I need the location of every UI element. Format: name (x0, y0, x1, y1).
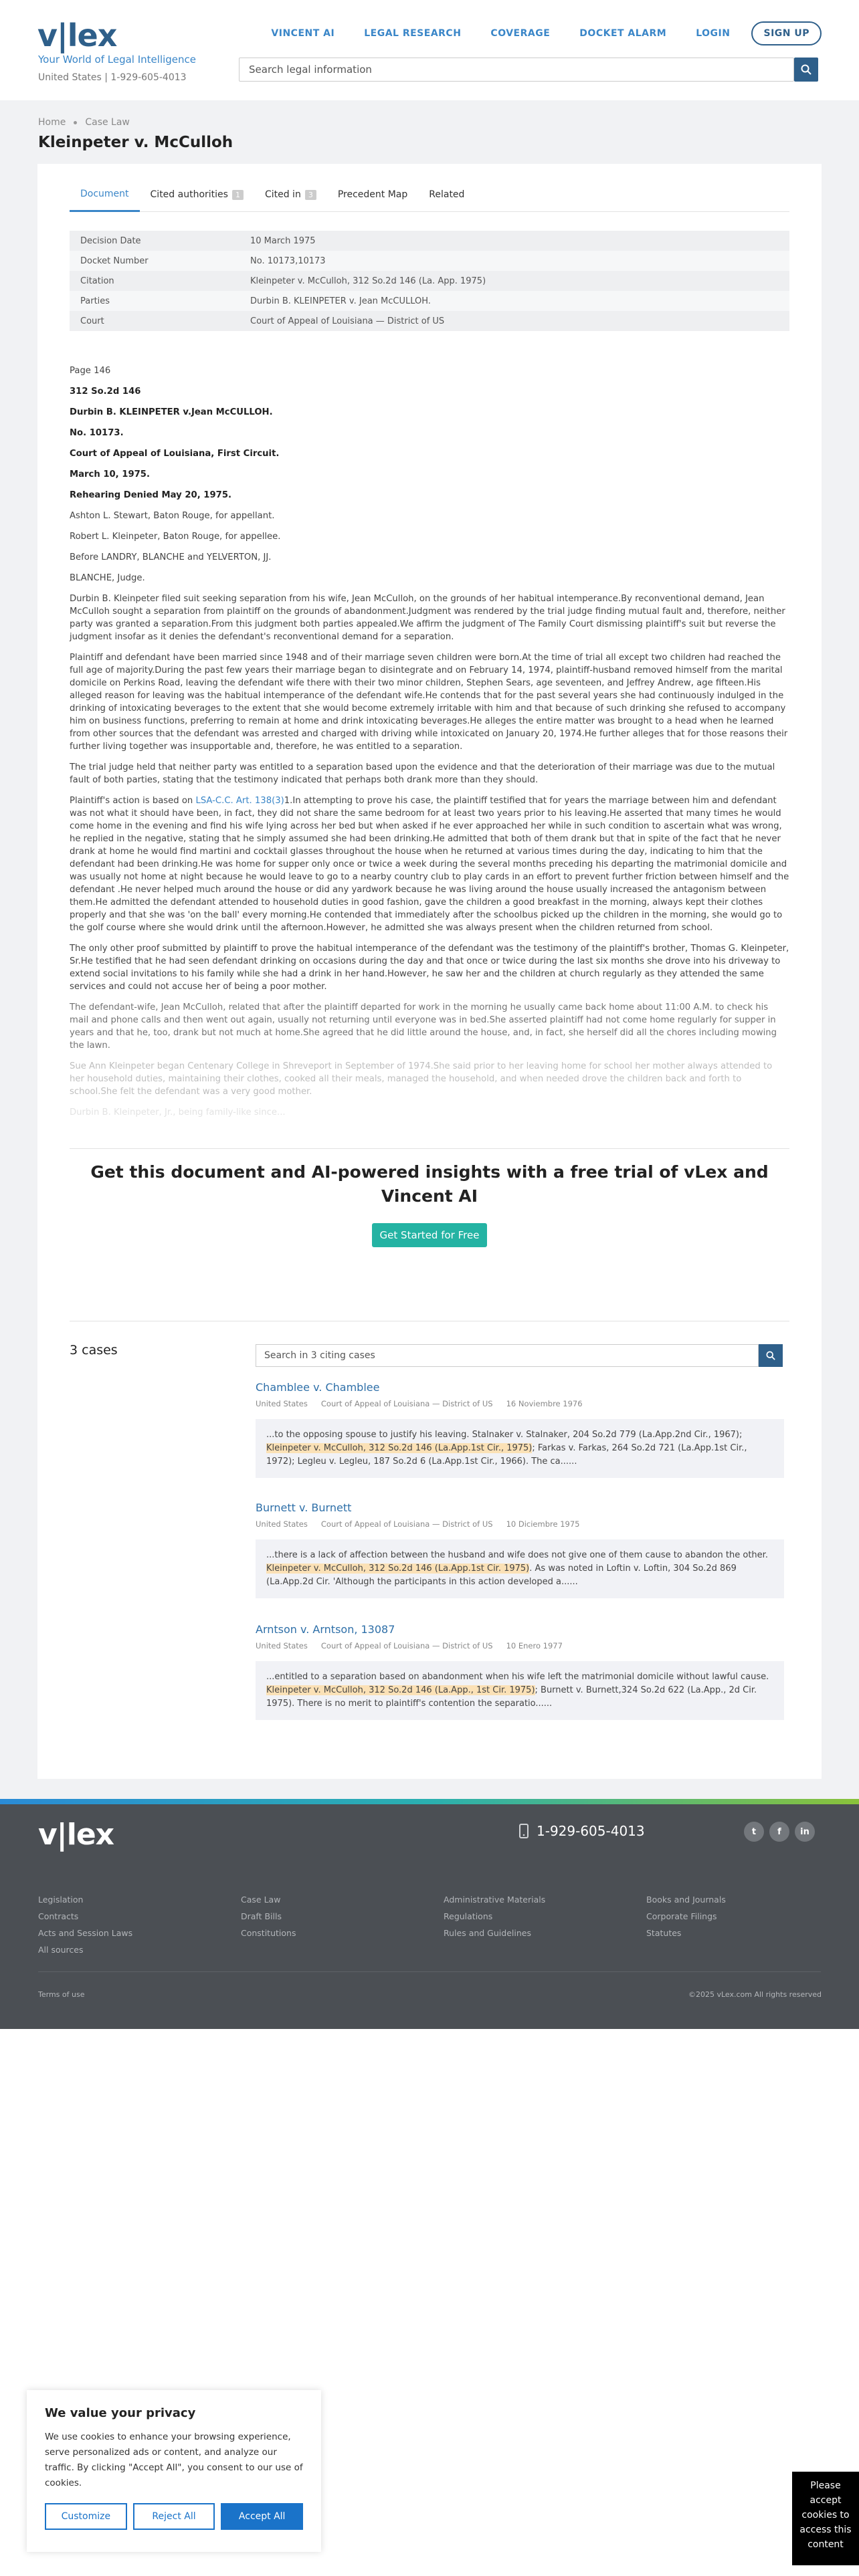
paragraph: The trial judge held that neither party was entitled to a separation based upon the evidence and that the deterioration of their marriage was due to the mutual fault of both parties, stating that the testimony indicated that perhaps both drank more than they should. (70, 762, 775, 785)
case-title-link[interactable]: Chamblee v. Chamblee (256, 1381, 380, 1394)
nav-vincent-ai[interactable]: VINCENT AI (271, 28, 335, 39)
page-title: Kleinpeter v. McCulloh (38, 134, 233, 151)
cookie-title: We value your privacy (45, 2406, 196, 2420)
footer-link[interactable]: Constitutions (241, 1928, 296, 1938)
breadcrumb (38, 117, 130, 128)
site-header (0, 0, 859, 100)
highlight: Kleinpeter v. McCulloh, 312 So.2d 146 (La.App.1st Cir. 1975) (266, 1564, 530, 1574)
phone-icon (519, 1824, 529, 1838)
reject-all-button[interactable]: Reject All (133, 2503, 215, 2530)
breadcrumb-home[interactable]: Home (38, 117, 66, 128)
cookie-text: We use cookies to enhance your browsing experience, serve personalized ads or content, and analyze our traffic. By clicking "Accept All", you consent to our use of cookies. (45, 2432, 303, 2488)
citing-cases-search-input[interactable]: Search in 3 citing cases (256, 1344, 759, 1367)
paragraph: The defendant-wife, Jean McCulloh, related that after the plaintiff departed for work in the morning he usually came back home about 11:00 A.M. to check his mail and phone calls and then went out again, usually not returning until everyone was in bed.She asserted plaintiff had not come home regularly for supper in years and that he, too, drank but not much at home.She agreed that he did little around the house, and, in fact, she herself did all the chores including mowing the lawn. (70, 1002, 777, 1051)
search-icon (766, 1351, 775, 1360)
meta-row: Decision Date 10 March 1975 (70, 231, 789, 251)
footer-link[interactable]: Corporate Filings (646, 1911, 717, 1921)
case-title-link[interactable]: Burnett v. Burnett (256, 1501, 352, 1514)
citing-case (256, 1623, 784, 1720)
citing-case (256, 1501, 784, 1598)
document-body (70, 364, 789, 1127)
count-badge: 1 (232, 190, 244, 200)
counsel-appellant: Ashton L. Stewart, Baton Rouge, for appellant. (70, 511, 275, 521)
paragraph: Sue Ann Kleinpeter began Centenary College in Shreveport in September of 1974.She said prior to her leaving home for school her mother always attended to her household duties, maintaining their clothes, cooked all their meals, managed the household, and when needed drove the children back and forth to school.She felt the defendant was a very good mother. (70, 1061, 773, 1097)
nav-docket-alarm[interactable]: DOCKET ALARM (579, 28, 667, 39)
footer-link[interactable]: Administrative Materials (444, 1895, 546, 1905)
footer-link[interactable]: Draft Bills (241, 1911, 282, 1921)
footer-logo[interactable]: v|lex (38, 1818, 114, 1852)
site-footer (0, 1804, 859, 2029)
footer-link[interactable]: Legislation (38, 1895, 84, 1905)
metadata-table (70, 231, 789, 331)
copyright: ©2025 vLex.com All rights reserved (688, 1990, 822, 1999)
footer-phone[interactable]: 1-929-605-4013 (519, 1823, 645, 1839)
footer-link[interactable]: Case Law (241, 1895, 281, 1905)
document-card (37, 164, 822, 1779)
count-badge: 3 (305, 190, 316, 200)
breadcrumb-separator (74, 121, 77, 124)
vlex-logo[interactable]: v|lex (37, 17, 117, 53)
meta-row: Court Court of Appeal of Louisiana — District of US (70, 311, 789, 331)
footer-link[interactable]: Regulations (444, 1911, 493, 1921)
signup-button[interactable]: SIGN UP (751, 21, 822, 45)
footer-link[interactable]: Statutes (646, 1928, 682, 1938)
case-excerpt: ...to the opposing spouse to justify his leaving. Stalnaker v. Stalnaker, 204 So.2d 779 (La.App.2nd Cir., 1967); Kleinpeter v. McCulloh, 312 So.2d 146 (La.App.1st Cir., 1975); Farkas v. Farkas, 264 So.2d 721 (La.App.1st Cir., 1972); Legleu v. Legleu, 187 So.2d 6 (La.App.1st Cir., 1966). The ca...... (256, 1419, 784, 1478)
paragraph: Durbin B. Kleinpeter, Jr., being family-like since... (70, 1107, 286, 1117)
nav-legal-research[interactable]: LEGAL RESEARCH (364, 28, 462, 39)
case-meta: United States Court of Appeal of Louisiana — District of US 16 Noviembre 1976 (256, 1399, 583, 1408)
linkedin-icon[interactable]: in (795, 1822, 815, 1842)
citing-cases-search-button[interactable] (759, 1344, 783, 1367)
doc-citation: 312 So.2d 146 (70, 387, 141, 397)
cookie-buttons (45, 2503, 303, 2530)
tab-precedent-map[interactable]: Precedent Map (337, 189, 408, 200)
footer-col (241, 1891, 296, 1941)
page-number: Page 146 (70, 366, 111, 376)
contact-info: United States | 1-929-605-4013 (38, 72, 187, 83)
footer-link[interactable]: Contracts (38, 1911, 79, 1921)
case-excerpt: ...entitled to a separation based on abandonment when his wife left the matrimonial domicile without lawful cause. Kleinpeter v. McCulloh, 312 So.2d 146 (La.App., 1st Cir. 1975); Burnett v. Burnett,324 So.2d 622 (La.App., 2d Cir. 1975). There is no merit to plaintiff's contention the separatio...... (256, 1661, 784, 1720)
search-input[interactable]: Search legal information (239, 58, 794, 82)
top-nav (242, 21, 822, 45)
tagline: Your World of Legal Intelligence (38, 53, 197, 66)
nav-coverage[interactable]: COVERAGE (490, 28, 551, 39)
tab-cited-authorities[interactable]: Cited authorities 1 (140, 177, 254, 212)
meta-row: Docket Number No. 10173,10173 (70, 251, 789, 271)
tab-document[interactable]: Document (70, 177, 140, 212)
search-button[interactable] (794, 58, 818, 82)
get-started-button[interactable]: Get Started for Free (372, 1223, 488, 1247)
search-icon (801, 64, 812, 75)
doc-date: March 10, 1975. (70, 469, 150, 479)
meta-row: Citation Kleinpeter v. McCulloh, 312 So.2d 146 (La. App. 1975) (70, 271, 789, 291)
highlight: Kleinpeter v. McCulloh, 312 So.2d 146 (La.App.1st Cir., 1975) (266, 1443, 533, 1453)
citing-case (256, 1381, 784, 1478)
case-meta: United States Court of Appeal of Louisiana — District of US 10 Enero 1977 (256, 1641, 563, 1650)
cookie-notice: Please accept cookies to access this content (792, 2472, 859, 2565)
cases-count: 3 cases (70, 1343, 118, 1358)
tab-related[interactable]: Related (429, 189, 465, 200)
paragraph: The only other proof submitted by plaintiff to prove the habitual intemperance of the defendant was the testimony of the plaintiff's brother, Thomas G. Kleinpeter, Sr.He testified that he had seen defendant drinking on occasions during the day and that once or twice during the last six months she drove into his driveway to extend social invitations to his family while she had a drink in her hand.However, he saw her and the children at church regularly as they attended the same services and could not accuse her of being a poor mother. (70, 944, 789, 992)
counsel-appellee: Robert L. Kleinpeter, Baton Rouge, for appellee. (70, 532, 281, 542)
doc-parties: Durbin B. KLEINPETER v.Jean McCULLOH. (70, 407, 273, 417)
facebook-icon[interactable]: f (769, 1822, 789, 1842)
footer-link[interactable]: All sources (38, 1945, 84, 1955)
case-excerpt: ...there is a lack of affection between the husband and wife does not give one of them cause to abandon the other. Kleinpeter v. McCulloh, 312 So.2d 146 (La.App.1st Cir. 1975). As was noted in Loftin v. Loftin, 304 So.2d 869 (La.App.2d Cir. 'Although the participants in this action developed a...... (256, 1539, 784, 1598)
accept-all-button[interactable]: Accept All (221, 2503, 303, 2530)
social-links (744, 1822, 815, 1842)
footer-link[interactable]: Acts and Session Laws (38, 1928, 133, 1938)
paragraph: Plaintiff's action is based on LSA-C.C. Art. 138(3)1.In attempting to prove his case, the plaintiff testified that for years the marriage between him and defendant was not what it should have been, in fact, they did not share the same bedroom for at least two years prior to his leaving.He asserted that many times he would come home in the evening and find his wife lying across her bed but when asked if he ever approached her while in such condition to ascertain what was wrong, he replied in the negative, stating that he simply assumed she had been drinking.He admitted that both of them drank but that in spite of the fact that he never drank at home he would find martini and cocktail glasses throughout the house when he returned at various times during the day, indicating to him that the defendant had been drinking.He was home for supper only once or twice a week during the several months preceding his departing the matrimonial domicile and was usually not home at night because he would leave to go to a nearby country club to play cards in an effort to prevent further friction between himself and the defendant .He never helped much around the house or did any yardwork because he was living around the house usually increased the antagonism between them.He admitted the defendant attended to household duties in good fashion, gave the children a good breakfast in the morning, always kept their clothes properly and that she was 'on the ball' every morning.He contended that immediately after the schoolbus picked up the children in the morning, she would go to the golf course where she would drink until the afternoon.However, he admitted she was always present when the children returned from school. (70, 796, 789, 933)
judge: BLANCHE, Judge. (70, 573, 145, 583)
case-meta: United States Court of Appeal of Louisiana — District of US 10 Diciembre 1975 (256, 1519, 580, 1529)
footer-col (444, 1891, 545, 1941)
meta-row: Parties Durbin B. KLEINPETER v. Jean McCULLOH. (70, 291, 789, 311)
footer-link[interactable]: Books and Journals (646, 1895, 726, 1905)
cookie-banner (27, 2390, 321, 2552)
document-tabs (70, 177, 789, 212)
cta-title: Get this document and AI-powered insights with a free trial of vLex and Vincent AI (90, 1162, 769, 1206)
footer-link[interactable]: Rules and Guidelines (444, 1928, 531, 1938)
statute-link[interactable]: LSA-C.C. Art. 138(3) (195, 796, 284, 806)
doc-rehearing: Rehearing Denied May 20, 1975. (70, 490, 232, 500)
panel: Before LANDRY, BLANCHE and YELVERTON, JJ. (70, 552, 272, 562)
color-strip (0, 1799, 859, 1804)
twitter-icon[interactable]: t (744, 1822, 764, 1842)
highlight: Kleinpeter v. McCulloh, 312 So.2d 146 (La.App., 1st Cir. 1975) (266, 1685, 535, 1695)
footer-col (38, 1891, 132, 1958)
terms-link[interactable]: Terms of use (38, 1990, 85, 1999)
breadcrumb-case-law[interactable]: Case Law (85, 117, 130, 128)
tab-cited-in[interactable]: Cited in 3 (254, 177, 327, 212)
footer-divider (38, 1971, 821, 1972)
paragraph: Plaintiff and defendant have been married since 1948 and of their marriage seven children were born.At the time of trial all except two children had reached the full age of majority.During the past few years their marriage began to disintegrate and on February 14, 1974, plaintiff-husband removed himself from the marital domicile on Perkins Road, leaving the defendant wife there with their two minor children, Stephen Sears, age seventeen, and Jeffrey Andrew, age fifteen.His alleged reason for leaving was the habitual intemperance of the defendant wife.He contends that for the past several years she had continuously indulged in the drinking of intoxicating beverages to the extent that she would become extremely irritable with him and that because of such drinking she refused to accompany him on business functions, preferring to remain at home and drink intoxicating beverages.He alleges the entire matter was brought to a head when he learned from other sources that the defendant was arrested and charged with driving while intoxicated on January 20, 1974.He further alleges that for those reasons their further living together was insupportable and, therefore, he was entitled to a separation. (70, 653, 788, 752)
divider (70, 1148, 789, 1149)
case-title-link[interactable]: Arntson v. Arntson, 13087 (256, 1623, 395, 1636)
doc-court: Court of Appeal of Louisiana, First Circuit. (70, 449, 280, 459)
customize-button[interactable]: Customize (45, 2503, 127, 2530)
footer-col (646, 1891, 726, 1941)
trial-cta (70, 1160, 789, 1247)
doc-number: No. 10173. (70, 428, 124, 438)
nav-login[interactable]: LOGIN (696, 28, 731, 39)
paragraph: Durbin B. Kleinpeter filed suit seeking separation from his wife, Jean McCulloh, on the grounds of her habitual intemperance.By reconventional demand, Jean McCulloh sought a separation from plaintiff on the grounds of abandonment.Judgment was rendered by the trial judge finding mutual fault and, therefore, neither party was granted a separation.From this judgment both parties appealed.We affirm the judgment of The Family Court dismissing plaintiff's suit but reverse the judgment insofar as it denies the defendant's reconventional demand for a separation. (70, 594, 785, 642)
